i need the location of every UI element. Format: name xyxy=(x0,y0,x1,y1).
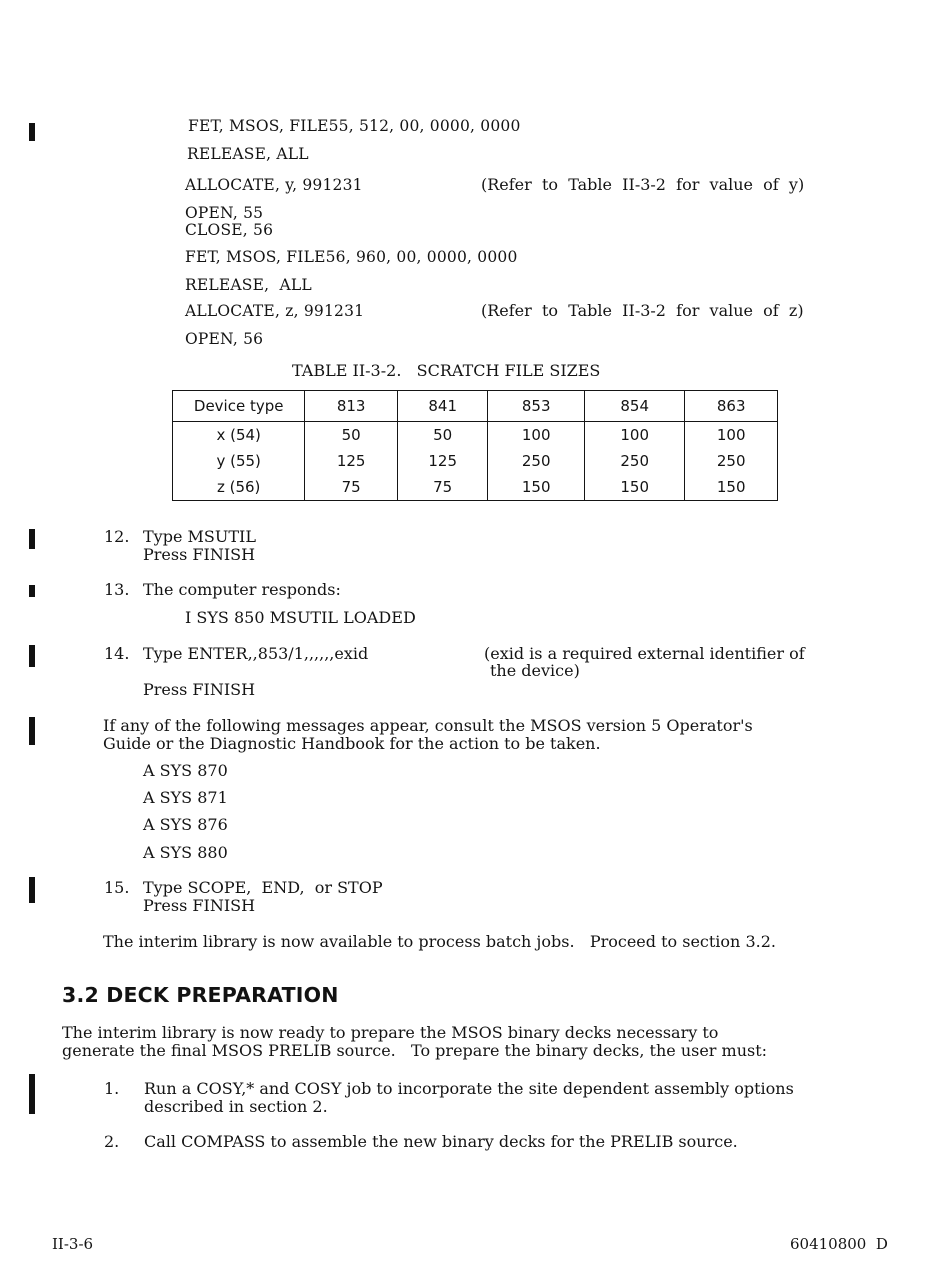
revision-bar xyxy=(29,645,35,667)
section-heading: 3.2 DECK PREPARATION xyxy=(62,983,339,1007)
message-code: A SYS 871 xyxy=(143,788,228,807)
list-item-number: 1. xyxy=(104,1079,120,1098)
table-header-row xyxy=(173,391,778,422)
table-reference-note: (Refer to Table II-3-2 for value of y) xyxy=(481,175,805,194)
table-header-cell: 853 xyxy=(488,391,585,422)
table-header-cell: Device type xyxy=(173,391,305,422)
revision-bar xyxy=(29,877,35,903)
table-cell: 50 xyxy=(397,422,488,449)
paragraph-line: The interim library is now ready to prepare the MSOS binary decks necessary to xyxy=(62,1023,719,1042)
table-cell: 125 xyxy=(397,448,488,474)
table-reference-note: (Refer to Table II-3-2 for value of z) xyxy=(481,301,804,320)
table-row xyxy=(173,474,778,501)
table-header-cell: 854 xyxy=(584,391,684,422)
paragraph-line: generate the final MSOS PRELIB source. To prepare the binary decks, the user must: xyxy=(62,1041,768,1060)
table-cell: x (54) xyxy=(173,422,305,449)
step-text: Type ENTER,,853/1,,,,,,exid xyxy=(143,644,369,663)
message-code: A SYS 880 xyxy=(143,843,228,862)
table-cell: 50 xyxy=(305,422,398,449)
table-cell: 250 xyxy=(685,448,778,474)
command-line: CLOSE, 56 xyxy=(185,221,274,239)
step-number: 14. xyxy=(104,644,130,663)
step-text: Press FINISH xyxy=(143,545,256,564)
message-code: A SYS 870 xyxy=(143,761,228,780)
table-title: TABLE II-3-2. SCRATCH FILE SIZES xyxy=(292,361,601,380)
table-cell: 150 xyxy=(584,474,684,501)
list-item-text: described in section 2. xyxy=(144,1097,328,1116)
table-cell: z (56) xyxy=(173,474,305,501)
table-cell: 75 xyxy=(305,474,398,501)
table-header-cell: 863 xyxy=(685,391,778,422)
page-number: II-3-6 xyxy=(52,1235,94,1253)
command-line: RELEASE, ALL xyxy=(185,276,312,294)
table-cell: 150 xyxy=(488,474,585,501)
command-line: FET, MSOS, FILE56, 960, 00, 0000, 0000 xyxy=(185,248,518,266)
paragraph-line: Guide or the Diagnostic Handbook for the action to be taken. xyxy=(103,734,601,753)
command-line: ALLOCATE, z, 991231 xyxy=(185,302,365,320)
table-cell: 150 xyxy=(685,474,778,501)
step-text: Type MSUTIL xyxy=(143,527,256,546)
list-item-text: Run a COSY,* and COSY job to incorporate the site dependent assembly options xyxy=(144,1079,794,1098)
table-cell: 250 xyxy=(488,448,585,474)
message-code: A SYS 876 xyxy=(143,815,228,834)
step-text: Press FINISH xyxy=(143,896,256,915)
table-cell: 125 xyxy=(305,448,398,474)
command-line: OPEN, 56 xyxy=(185,330,264,348)
table-cell: y (55) xyxy=(173,448,305,474)
command-line: OPEN, 55 xyxy=(185,204,264,222)
revision-bar xyxy=(29,123,35,141)
list-item-number: 2. xyxy=(104,1132,120,1151)
step-number: 12. xyxy=(104,527,130,546)
paragraph-line: If any of the following messages appear, consult the MSOS version 5 Operator's xyxy=(103,716,753,735)
command-line: RELEASE, ALL xyxy=(187,145,309,163)
list-item-text: Call COMPASS to assemble the new binary decks for the PRELIB source. xyxy=(144,1132,738,1151)
step-text: The computer responds: xyxy=(143,580,341,599)
document-number: 60410800 D xyxy=(790,1235,888,1253)
table-cell: 100 xyxy=(488,422,585,449)
revision-bar xyxy=(29,717,35,745)
revision-bar xyxy=(29,1074,35,1114)
table-cell: 100 xyxy=(685,422,778,449)
table-header-cell: 841 xyxy=(397,391,488,422)
revision-bar xyxy=(29,585,35,597)
step-note: the device) xyxy=(490,661,580,680)
command-line: FET, MSOS, FILE55, 512, 00, 0000, 0000 xyxy=(188,117,521,135)
scratch-file-sizes-table xyxy=(172,390,778,501)
step-text: Type SCOPE, END, or STOP xyxy=(143,878,383,897)
step-number: 15. xyxy=(104,878,130,897)
revision-bar xyxy=(29,529,35,549)
table-cell: 75 xyxy=(397,474,488,501)
table-cell: 100 xyxy=(584,422,684,449)
command-line: ALLOCATE, y, 991231 xyxy=(185,176,363,194)
table-row xyxy=(173,448,778,474)
system-message: I SYS 850 MSUTIL LOADED xyxy=(185,608,416,627)
table-cell: 250 xyxy=(584,448,684,474)
step-note: (exid is a required external identifier of xyxy=(484,644,805,663)
step-text: Press FINISH xyxy=(143,680,256,699)
step-number: 13. xyxy=(104,580,130,599)
table-header-cell: 813 xyxy=(305,391,398,422)
paragraph-line: The interim library is now available to process batch jobs. Proceed to section 3.2. xyxy=(103,932,776,951)
table-row xyxy=(173,422,778,449)
